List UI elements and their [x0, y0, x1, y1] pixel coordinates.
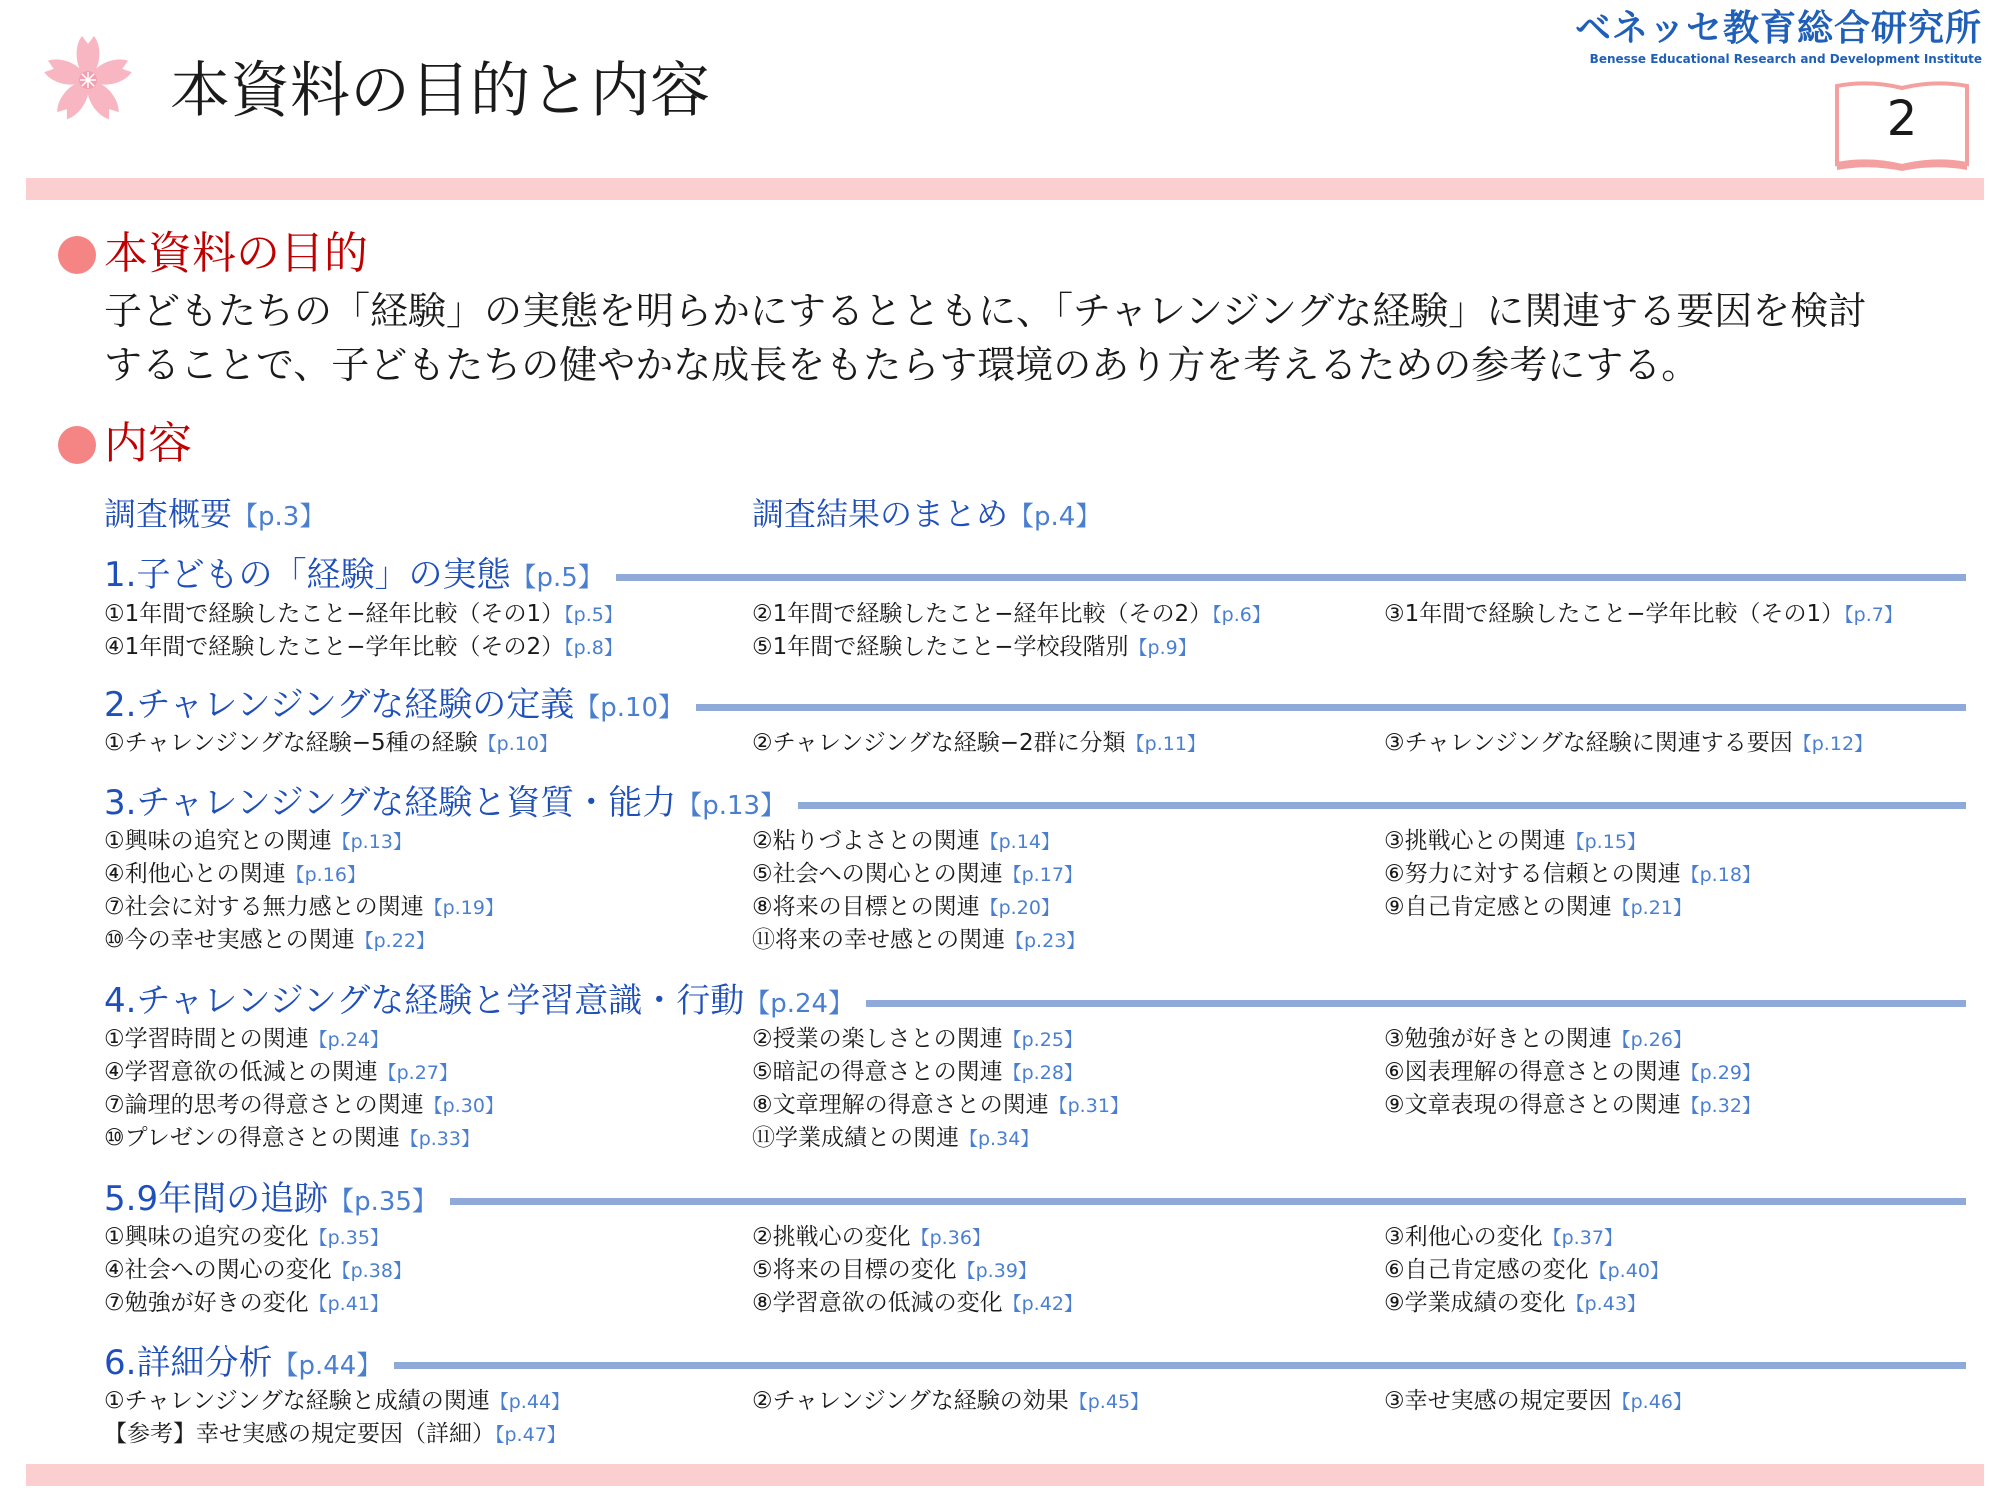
section-title: 3.チャレンジングな経験と資質・能力 — [104, 783, 677, 823]
toc-item-page: 【p.11】 — [1125, 733, 1206, 755]
toc-item-page: 【p.19】 — [423, 897, 504, 919]
toc-item[interactable] — [104, 1418, 566, 1452]
toc-item[interactable] — [1384, 1089, 1761, 1123]
summary-label: 調査結果のまとめ — [752, 495, 1009, 533]
toc-item-label: ②1年間で経験したこと−経年比較（その2） — [752, 601, 1213, 627]
toc-item-page: 【p.45】 — [1068, 1391, 1150, 1413]
toc-item-page: 【p.15】 — [1565, 831, 1646, 853]
contents-bullet — [58, 426, 96, 464]
toc-item-page: 【p.40】 — [1588, 1260, 1669, 1282]
purpose-line-2: することで、子どもたちの健やかな成長をもたらす環境のあり方を考えるための参考にする。 — [104, 343, 1700, 387]
toc-item-label: ⑨文章表現の得意さとの関連 — [1384, 1092, 1681, 1118]
toc-item-label: ③挑戦心との関連 — [1384, 828, 1566, 854]
toc-item-page: 【p.28】 — [1002, 1062, 1083, 1084]
toc-item[interactable] — [104, 1056, 458, 1090]
toc-item-page: 【p.26】 — [1611, 1029, 1692, 1051]
section-page: 【p.13】 — [676, 791, 787, 821]
toc-item[interactable] — [752, 727, 1206, 761]
toc-item-page: 【p.12】 — [1792, 733, 1874, 755]
section-page: 【p.24】 — [744, 989, 855, 1019]
toc-item-label: ⑧学習意欲の低減の変化 — [752, 1290, 1003, 1316]
toc-item[interactable] — [752, 598, 1271, 632]
toc-item[interactable] — [752, 1089, 1129, 1123]
toc-item[interactable] — [752, 924, 1085, 958]
toc-item-label: ①学習時間との関連 — [104, 1026, 309, 1052]
toc-item-page: 【p.29】 — [1680, 1062, 1761, 1084]
toc-item-label: ⑪学業成績との関連 — [752, 1125, 959, 1151]
toc-item-page: 【p.31】 — [1048, 1095, 1129, 1117]
toc-item-page: 【p.46】 — [1611, 1391, 1692, 1413]
page-title: 本資料の目的と内容 — [170, 56, 710, 126]
toc-item[interactable] — [104, 924, 435, 958]
toc-item-page: 【p.47】 — [495, 1424, 566, 1446]
toc-item[interactable] — [104, 858, 366, 892]
toc-item[interactable] — [104, 1385, 570, 1419]
toc-item-page: 【p.13】 — [331, 831, 412, 853]
toc-item[interactable] — [104, 891, 504, 925]
section-title: 1.子どもの「経験」の実態 — [104, 555, 511, 595]
toc-item-label: ③チャレンジングな経験に関連する要因 — [1384, 730, 1793, 756]
toc-item-label: ②挑戦心の変化 — [752, 1224, 911, 1250]
toc-item[interactable] — [1384, 1023, 1692, 1057]
brand-name-en: Benesse Educational Research and Development Institute — [1589, 52, 1982, 66]
toc-item-label: ⑥図表理解の得意さとの関連 — [1384, 1059, 1681, 1085]
toc-item[interactable] — [1384, 1254, 1669, 1288]
section-page: 【p.10】 — [574, 693, 685, 723]
toc-item-page: 【p.22】 — [354, 930, 435, 952]
toc-item-label: ⑦社会に対する無力感との関連 — [104, 894, 424, 920]
sakura-icon — [38, 30, 138, 130]
toc-item[interactable] — [752, 631, 1197, 665]
toc-item-label: ④社会への関心の変化 — [104, 1257, 332, 1283]
toc-item-label: ②チャレンジングな経験−2群に分類 — [752, 730, 1126, 756]
brand-logo — [1575, 6, 1982, 66]
toc-item-page: 【p.5】 — [564, 604, 623, 626]
toc-item-label: ⑧文章理解の得意さとの関連 — [752, 1092, 1049, 1118]
toc-item-label: ④利他心との関連 — [104, 861, 286, 887]
toc-item-label: ③幸せ実感の規定要因 — [1384, 1388, 1612, 1414]
toc-item-label: ①興味の追究の変化 — [104, 1224, 309, 1250]
toc-item[interactable] — [752, 858, 1083, 892]
overview-link[interactable] — [104, 492, 325, 539]
toc-item-page: 【p.6】 — [1212, 604, 1271, 626]
toc-item-page: 【p.20】 — [979, 897, 1060, 919]
footer-divider — [26, 1464, 1984, 1486]
overview-label: 調査概要 — [104, 495, 233, 533]
toc-item[interactable] — [104, 1122, 480, 1156]
toc-item[interactable] — [752, 825, 1060, 859]
summary-page: 【p.4】 — [1008, 502, 1102, 532]
toc-item-label: ④学習意欲の低減との関連 — [104, 1059, 378, 1085]
summary-link[interactable] — [752, 492, 1101, 539]
section-page: 【p.44】 — [272, 1351, 383, 1381]
toc-item-label: ③1年間で経験したこと−学年比較（その1） — [1384, 601, 1845, 627]
toc-item-label: ⑤将来の目標の変化 — [752, 1257, 957, 1283]
toc-item[interactable] — [1384, 1385, 1692, 1419]
toc-item-page: 【p.18】 — [1680, 864, 1761, 886]
toc-item-label: ⑥自己肯定感の変化 — [1384, 1257, 1589, 1283]
toc-item-label: ⑧将来の目標との関連 — [752, 894, 980, 920]
section-heading[interactable] — [104, 978, 866, 1027]
toc-item[interactable] — [752, 1056, 1083, 1090]
toc-item[interactable] — [1384, 727, 1873, 761]
section-heading[interactable] — [104, 1340, 394, 1389]
purpose-bullet — [58, 236, 96, 274]
toc-item[interactable] — [104, 1089, 504, 1123]
section-heading[interactable] — [104, 780, 798, 829]
toc-item-label: 【参考】幸せ実感の規定要因（詳細） — [104, 1421, 495, 1447]
toc-item-label: ③勉強が好きとの関連 — [1384, 1026, 1612, 1052]
toc-item-page: 【p.38】 — [331, 1260, 412, 1282]
toc-item-page: 【p.32】 — [1680, 1095, 1761, 1117]
toc-item-page: 【p.42】 — [1002, 1293, 1083, 1315]
toc-item[interactable] — [104, 1221, 389, 1255]
brand-name-jp: ベネッセ教育総合研究所 — [1574, 8, 1982, 49]
toc-item-page: 【p.25】 — [1002, 1029, 1083, 1051]
toc-item[interactable] — [104, 727, 558, 761]
toc-item-label: ②授業の楽しさとの関連 — [752, 1026, 1003, 1052]
toc-item-label: ⑤1年間で経験したこと−学校段階別 — [752, 634, 1129, 660]
toc-item-page: 【p.24】 — [308, 1029, 389, 1051]
toc-item-page: 【p.34】 — [959, 1128, 1040, 1150]
toc-item-label: ③利他心の変化 — [1384, 1224, 1543, 1250]
toc-item[interactable] — [1384, 1056, 1761, 1090]
toc-item[interactable] — [1384, 825, 1646, 859]
toc-item-page: 【p.27】 — [377, 1062, 458, 1084]
toc-item-page: 【p.16】 — [285, 864, 366, 886]
toc-item-label: ①チャレンジングな経験−5種の経験 — [104, 730, 478, 756]
toc-item-page: 【p.37】 — [1542, 1227, 1623, 1249]
toc-item[interactable] — [104, 631, 623, 665]
toc-item[interactable] — [1384, 1287, 1646, 1321]
purpose-heading: 本資料の目的 — [104, 228, 368, 279]
overview-page: 【p.3】 — [232, 502, 326, 532]
toc-item-page: 【p.39】 — [956, 1260, 1037, 1282]
toc-item-page: 【p.36】 — [910, 1227, 991, 1249]
section-page: 【p.5】 — [510, 563, 604, 593]
toc-item[interactable] — [104, 1254, 412, 1288]
toc-item-label: ⑦勉強が好きの変化 — [104, 1290, 309, 1316]
toc-item[interactable] — [1384, 598, 1903, 632]
section-heading[interactable] — [104, 682, 696, 731]
toc-item[interactable] — [1384, 1221, 1623, 1255]
toc-item-label: ⑤暗記の得意さとの関連 — [752, 1059, 1003, 1085]
toc-item[interactable] — [104, 598, 623, 632]
toc-item[interactable] — [752, 1122, 1039, 1156]
toc-item[interactable] — [104, 825, 412, 859]
toc-item-page: 【p.7】 — [1844, 604, 1903, 626]
toc-item[interactable] — [752, 1385, 1149, 1419]
section-title: 5.9年間の追跡 — [104, 1179, 329, 1219]
section-title: 2.チャレンジングな経験の定義 — [104, 685, 575, 725]
section-page: 【p.35】 — [328, 1187, 438, 1217]
toc-item[interactable] — [752, 1287, 1083, 1321]
toc-item-label: ⑪将来の幸せ感との関連 — [752, 927, 1005, 953]
toc-item-page: 【p.14】 — [979, 831, 1060, 853]
section-title: 6.詳細分析 — [104, 1343, 273, 1383]
toc-item[interactable] — [1384, 891, 1692, 925]
toc-item[interactable] — [104, 1023, 389, 1057]
toc-item-label: ①チャレンジングな経験と成績の関連 — [104, 1388, 490, 1414]
toc-item-page: 【p.21】 — [1611, 897, 1692, 919]
header-divider — [26, 178, 1984, 200]
toc-item-label: ⑨自己肯定感との関連 — [1384, 894, 1612, 920]
toc-item[interactable] — [104, 1287, 389, 1321]
purpose-line-1: 子どもたちの「経験」の実態を明らかにするとともに、「チャレンジングな経験」に関連する要因を検討 — [104, 289, 1867, 333]
toc-item-page: 【p.9】 — [1128, 637, 1197, 659]
toc-item[interactable] — [752, 891, 1060, 925]
section-title: 4.チャレンジングな経験と学習意識・行動 — [104, 981, 745, 1021]
toc-item-page: 【p.33】 — [399, 1128, 480, 1150]
toc-item-label: ④1年間で経験したこと−学年比較（その2） — [104, 634, 565, 660]
page-number: 2 — [1886, 91, 1918, 147]
toc-item-page: 【p.41】 — [308, 1293, 389, 1315]
toc-item-page: 【p.10】 — [477, 733, 558, 755]
toc-item-label: ⑩プレゼンの得意さとの関連 — [104, 1125, 400, 1151]
toc-item[interactable] — [1384, 858, 1761, 892]
toc-item-label: ⑨学業成績の変化 — [1384, 1290, 1566, 1316]
toc-item-label: ⑤社会への関心との関連 — [752, 861, 1003, 887]
toc-item-page: 【p.30】 — [423, 1095, 504, 1117]
toc-item-label: ②チャレンジングな経験の効果 — [752, 1388, 1069, 1414]
section-heading[interactable] — [104, 1176, 450, 1225]
toc-item-page: 【p.44】 — [489, 1391, 571, 1413]
toc-item[interactable] — [752, 1023, 1083, 1057]
toc-item-label: ⑦論理的思考の得意さとの関連 — [104, 1092, 424, 1118]
toc-item-label: ⑥努力に対する信頼との関連 — [1384, 861, 1681, 887]
toc-item-label: ①1年間で経験したこと−経年比較（その1） — [104, 601, 565, 627]
contents-heading: 内容 — [104, 418, 192, 469]
toc-item[interactable] — [752, 1254, 1037, 1288]
toc-item-page: 【p.17】 — [1002, 864, 1083, 886]
toc-item-page: 【p.8】 — [564, 637, 623, 659]
toc-item-label: ②粘りづよさとの関連 — [752, 828, 980, 854]
toc-item-page: 【p.23】 — [1005, 930, 1086, 952]
toc-item[interactable] — [752, 1221, 991, 1255]
toc-item-label: ①興味の追究との関連 — [104, 828, 332, 854]
toc-item-label: ⑩今の幸せ実感との関連 — [104, 927, 355, 953]
toc-item-page: 【p.43】 — [1565, 1293, 1646, 1315]
section-heading[interactable] — [104, 552, 616, 601]
toc-item-page: 【p.35】 — [308, 1227, 389, 1249]
